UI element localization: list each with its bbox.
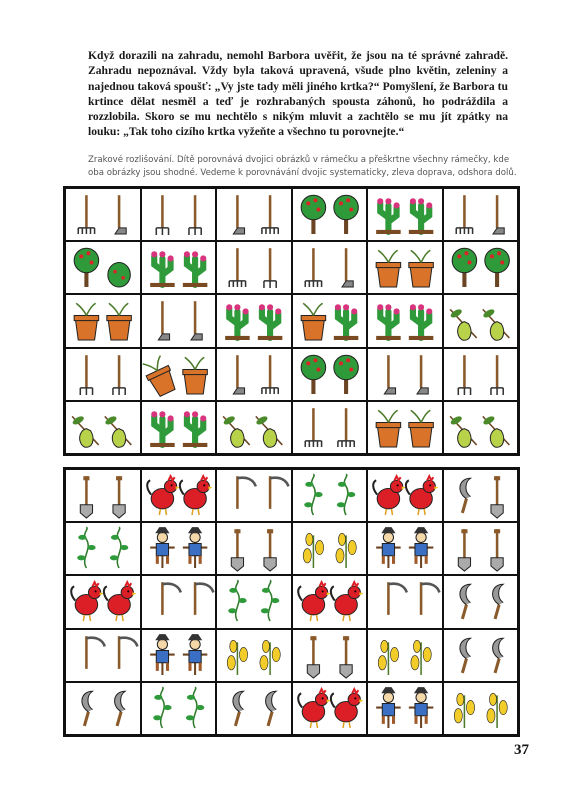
picture-pair-frame[interactable] (142, 630, 216, 681)
cacti-icon (142, 402, 216, 453)
bean-vines-icon (293, 470, 367, 521)
cactus-bush-icon (368, 189, 442, 240)
picture-pair-frame[interactable] (142, 402, 216, 453)
cacti-icon (368, 295, 442, 346)
yellow-plants-icon (293, 523, 367, 574)
picture-pair-frame[interactable] (293, 189, 367, 240)
picture-pair-frame[interactable] (142, 295, 216, 346)
picture-pair-frame[interactable] (217, 576, 291, 627)
picture-pair-frame[interactable] (217, 295, 291, 346)
picture-pair-frame[interactable] (66, 349, 140, 400)
pears-icon (444, 402, 518, 453)
picture-pair-frame[interactable] (217, 402, 291, 453)
scarecrows-icon (142, 523, 216, 574)
picture-pair-frame[interactable] (142, 683, 216, 734)
picture-pair-frame[interactable] (368, 630, 442, 681)
pot-tipped-icon (142, 349, 216, 400)
bean-vines-icon (66, 523, 140, 574)
picture-pair-frame[interactable] (142, 523, 216, 574)
trees-icon (444, 242, 518, 293)
picture-pair-frame[interactable] (444, 576, 518, 627)
scythes-icon (368, 576, 442, 627)
picture-pair-frame[interactable] (368, 470, 442, 521)
bean-vines-icon (217, 576, 291, 627)
picture-pair-frame[interactable] (66, 523, 140, 574)
picture-pair-frame[interactable] (368, 402, 442, 453)
rake-forks-icon (217, 242, 291, 293)
picture-pair-frame[interactable] (368, 189, 442, 240)
picture-pair-frame[interactable] (217, 242, 291, 293)
picture-pair-frame[interactable] (368, 576, 442, 627)
picture-pair-frame[interactable] (368, 295, 442, 346)
picture-pair-frame[interactable] (217, 470, 291, 521)
picture-pair-frame[interactable] (217, 189, 291, 240)
picture-pair-frame[interactable] (293, 242, 367, 293)
scarecrow-pair-icon (368, 683, 442, 734)
rake-hoe-icon (66, 189, 140, 240)
pot-cactus-icon (293, 295, 367, 346)
exercise-grid-garden-tools (63, 186, 520, 456)
picture-pair-frame[interactable] (444, 349, 518, 400)
page-number: 37 (514, 742, 529, 758)
story-paragraph: Když dorazili na zahradu, nemohl Barbora uvěřit, že jsou na té správné zahradě. Zahradu nepoznával. Vždy byla taková upravená, všude plno květin, zeleniny a najednou taková spoušť: „Vy jste tady měli jiného krtka?“ Pomyšlení, že Barbora tu krtince dělat nesměl a teď je rozhrabaných spousta záhonů, ho podráždila a rozzlobila. Skoro se mu nechtělo s nikým mluvit a zachtělo se mu jít zpátky na louku: „Tak toho cizího krtka vyžeňte a všechno tu porovnejte.“ (88, 49, 508, 139)
roosters-icon (293, 576, 367, 627)
yellow-plants-icon (217, 630, 291, 681)
picture-pair-frame[interactable] (66, 630, 140, 681)
picture-pair-frame[interactable] (66, 295, 140, 346)
picture-pair-frame[interactable] (66, 683, 140, 734)
rake-hoe-icon (293, 242, 367, 293)
picture-pair-frame[interactable] (368, 683, 442, 734)
picture-pair-frame[interactable] (293, 523, 367, 574)
picture-pair-frame[interactable] (368, 523, 442, 574)
scarecrows-icon (142, 630, 216, 681)
hoe-rake-icon (217, 349, 291, 400)
picture-pair-frame[interactable] (142, 189, 216, 240)
hoe-rake-icon (217, 189, 291, 240)
picture-pair-frame[interactable] (142, 349, 216, 400)
sickles-icon (66, 683, 140, 734)
rake-pair-icon (293, 402, 367, 453)
scythes-icon (66, 630, 140, 681)
picture-pair-frame[interactable] (293, 630, 367, 681)
spades-icon (66, 470, 140, 521)
spades-icon (444, 523, 518, 574)
picture-pair-frame[interactable] (293, 349, 367, 400)
exercise-grid-farm-items (63, 467, 520, 737)
picture-pair-frame[interactable] (444, 683, 518, 734)
forks-icon (444, 349, 518, 400)
picture-pair-frame[interactable] (444, 402, 518, 453)
scythes-icon (217, 470, 291, 521)
picture-pair-frame[interactable] (293, 295, 367, 346)
picture-pair-frame[interactable] (293, 470, 367, 521)
picture-pair-frame[interactable] (368, 349, 442, 400)
cacti-icon (217, 295, 291, 346)
picture-pair-frame[interactable] (66, 402, 140, 453)
roosters-icon (142, 470, 216, 521)
yellow-plants-icon (444, 683, 518, 734)
picture-pair-frame[interactable] (66, 242, 140, 293)
pots-icon (368, 402, 442, 453)
trees-icon (293, 349, 367, 400)
picture-pair-frame[interactable] (66, 576, 140, 627)
picture-pair-frame[interactable] (444, 523, 518, 574)
roosters-icon (293, 683, 367, 734)
pears-icon (217, 402, 291, 453)
forks-icon (66, 349, 140, 400)
pots-icon (66, 295, 140, 346)
picture-pair-frame[interactable] (66, 189, 140, 240)
picture-pair-frame[interactable] (217, 349, 291, 400)
picture-pair-frame[interactable] (217, 630, 291, 681)
pears-icon (66, 402, 140, 453)
picture-pair-frame[interactable] (444, 295, 518, 346)
yellow-plants-icon (368, 630, 442, 681)
sickles-icon (444, 630, 518, 681)
picture-pair-frame[interactable] (142, 470, 216, 521)
picture-pair-frame[interactable] (444, 189, 518, 240)
picture-pair-frame[interactable] (444, 242, 518, 293)
picture-pair-frame[interactable] (217, 683, 291, 734)
trees-icon (293, 189, 367, 240)
pears-icon (444, 295, 518, 346)
tree-bush-icon (66, 242, 140, 293)
picture-pair-frame[interactable] (444, 470, 518, 521)
picture-pair-frame[interactable] (217, 523, 291, 574)
picture-pair-frame[interactable] (66, 470, 140, 521)
pots-icon (368, 242, 442, 293)
spades-icon (293, 630, 367, 681)
sickle-spade-icon (444, 470, 518, 521)
picture-pair-frame[interactable] (368, 242, 442, 293)
spades-icon (217, 523, 291, 574)
scarecrows-icon (368, 523, 442, 574)
exercise-instruction: Zrakové rozlišování. Dítě porovnává dvojici obrázků v rámečku a přeškrtne všechny rámečky, kde oba obrázky jsou shodné. Vedeme k porovnávání dvojic systematicky, zleva doprava, odshora dolů. (88, 155, 517, 178)
picture-pair-frame[interactable] (293, 402, 367, 453)
hoes-icon (142, 295, 216, 346)
rake-hoe-icon (444, 189, 518, 240)
picture-pair-frame[interactable] (293, 683, 367, 734)
roosters-icon (66, 576, 140, 627)
forks-icon (142, 189, 216, 240)
hoe-pair-icon (368, 349, 442, 400)
picture-pair-frame[interactable] (142, 242, 216, 293)
bean-vines-icon (142, 683, 216, 734)
picture-pair-frame[interactable] (293, 576, 367, 627)
picture-pair-frame[interactable] (444, 630, 518, 681)
cacti-icon (142, 242, 216, 293)
sickles-icon (217, 683, 291, 734)
scythes-icon (142, 576, 216, 627)
roosters-icon (368, 470, 442, 521)
picture-pair-frame[interactable] (142, 576, 216, 627)
sickles-icon (444, 576, 518, 627)
